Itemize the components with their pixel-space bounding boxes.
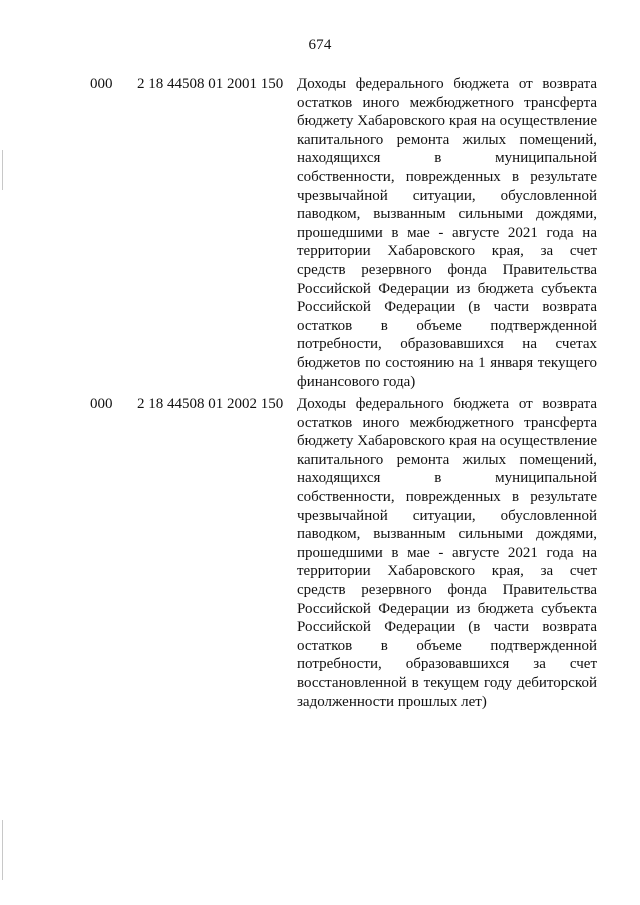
scan-edge-mark — [2, 820, 3, 880]
budget-code-entry — [0, 75, 640, 391]
entry-description: Доходы федерального бюджета от возврата остатков иного межбюджетного трансферта бюджету Хабаровского края на осуществление капитального ремонта жилых помещений, находящихся в муниципальной собственности, поврежденных в результате чрезвычайной ситуации, обусловленной паводком, вызванным сильными дождями, прошедшими в мае - августе 2021 года на территории Хабаровского края, за счет средств резервного фонда Правительства Российской Федерации из бюджета субъекта Российской Федерации (в части возврата остатков в объеме подтвержденной потребности, образовавшихся за счет восстановленной в текущем году дебиторской задолженности прошлых лет) — [297, 396, 597, 710]
scan-edge-mark — [2, 150, 3, 190]
budget-code-list — [0, 75, 640, 715]
administrator-code: 000 — [90, 76, 113, 92]
entry-description: Доходы федерального бюджета от возврата остатков иного межбюджетного трансферта бюджету Хабаровского края на осуществление капитального ремонта жилых помещений, находящихся в муниципальной собственности, поврежденных в результате чрезвычайной ситуации, обусловленной паводком, вызванным сильными дождями, прошедшими в мае - августе 2021 года на территории Хабаровского края, за счет средств резервного фонда Правительства Российской Федерации из бюджета субъекта Российской Федерации (в части возврата остатков в объеме подтвержденной потребности, образовавшихся на счетах бюджетов по состоянию на 1 января текущего финансового года) — [297, 76, 597, 390]
budget-code-entry — [0, 395, 640, 711]
classification-code: 2 18 44508 01 2001 150 — [137, 76, 284, 92]
administrator-code: 000 — [90, 396, 113, 413]
classification-code: 2 18 44508 01 2002 150 — [137, 396, 284, 413]
page-number: 674 — [308, 37, 332, 53]
